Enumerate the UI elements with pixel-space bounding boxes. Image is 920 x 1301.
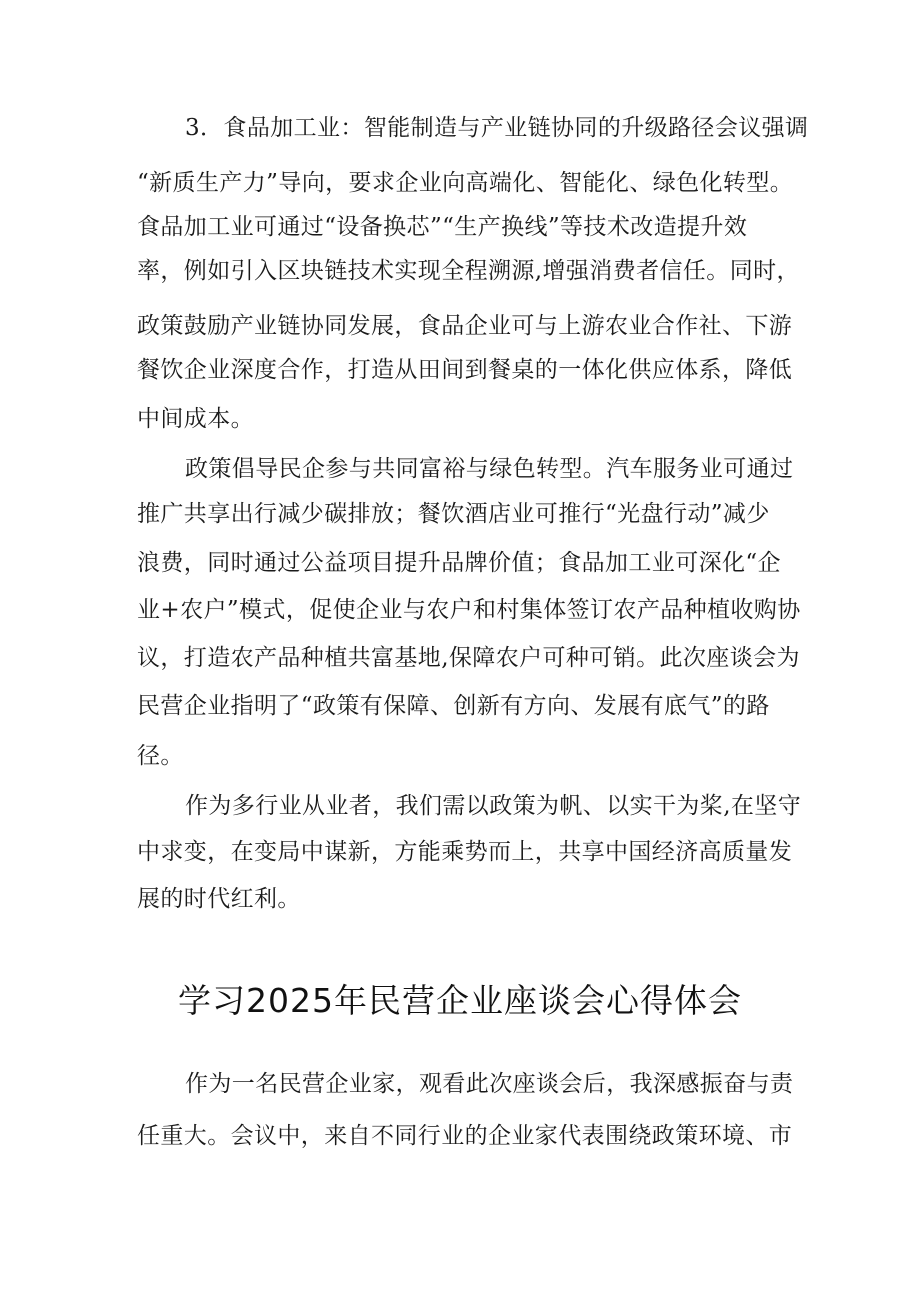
section-heading: 学习2025年民营企业座谈会心得体会 [178, 981, 742, 1020]
text-line: 任重大。会议中，来自不同行业的企业家代表围绕政策环境、市 [137, 1123, 793, 1149]
text-line: 3．食品加工业：智能制造与产业链协同的升级路径会议强调 [185, 115, 809, 141]
text-line: “新质生产力”导向，要求企业向高端化、智能化、绿色化转型。 [137, 170, 794, 196]
text-line: 中求变，在变局中谋新，方能乘势而上，共享中国经济高质量发 [137, 839, 793, 865]
text-line: 推广共享出行减少碳排放；餐饮酒店业可推行“光盘行动”减少 [137, 501, 770, 527]
text-line: 民营企业指明了“政策有保障、创新有方向、发展有底气”的路 [137, 693, 770, 719]
text-line: 率，例如引入区块链技术实现全程溯源,增强消费者信任。同时， [137, 258, 800, 284]
text-line: 作为多行业从业者，我们需以政策为帆、以实干为桨,在坚守 [185, 793, 802, 819]
text-line: 作为一名民营企业家，观看此次座谈会后，我深感振奋与责 [185, 1071, 794, 1097]
text-line: 政策鼓励产业链协同发展，食品企业可与上游农业合作社、下游 [137, 313, 793, 339]
text-line: 展的时代红利。 [137, 886, 301, 912]
text-line: 餐饮企业深度合作，打造从田间到餐桌的一体化供应体系，降低 [137, 357, 793, 383]
text-line: 政策倡导民企参与共同富裕与绿色转型。汽车服务业可通过 [185, 456, 794, 482]
text-line: 中间成本。 [137, 406, 254, 432]
text-line: 业+农户”模式，促使企业与农户和村集体签订农产品种植收购协 [137, 597, 801, 623]
text-line: 径。 [137, 743, 184, 769]
text-line: 食品加工业可通过“设备换芯”“生产换线”等技术改造提升效 [137, 214, 748, 240]
text-line: 浪费，同时通过公益项目提升品牌价值；食品加工业可深化“企 [137, 550, 781, 576]
text-line: 议，打造农产品种植共富基地,保障农户可种可销。此次座谈会为 [137, 645, 800, 671]
